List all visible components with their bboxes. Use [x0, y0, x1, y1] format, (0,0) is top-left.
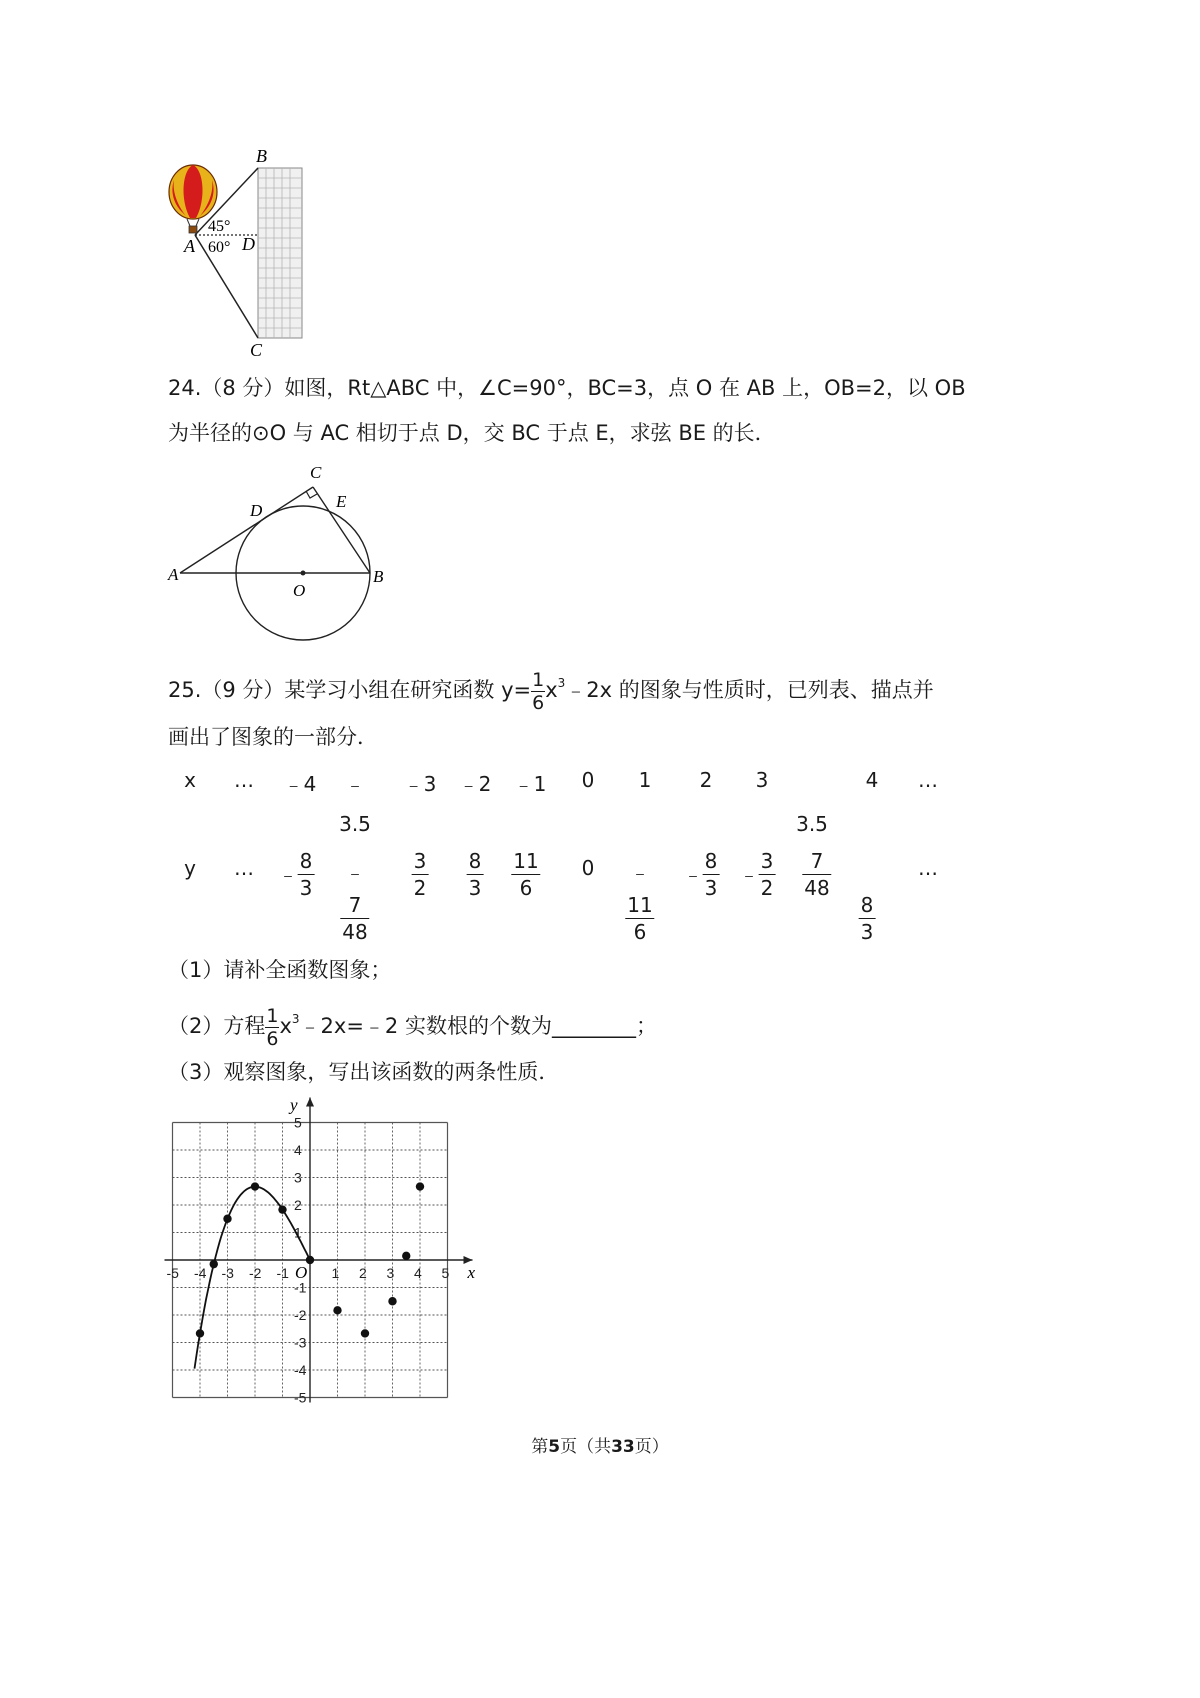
building	[258, 168, 302, 338]
data-point	[361, 1329, 369, 1337]
table-y-p4: 8 3	[860, 893, 874, 944]
frac-num: 1	[532, 668, 545, 691]
center-dot	[301, 571, 306, 576]
label-b: B	[256, 146, 267, 166]
label-c: C	[250, 340, 263, 360]
table-y-m35-sign: ﹣	[345, 860, 365, 884]
y-tick-label: -2	[294, 1307, 307, 1323]
right-angle-mark	[306, 491, 317, 498]
q24-circle-figure	[160, 460, 400, 650]
y-tick-label: -4	[294, 1362, 307, 1378]
y-tick-label: 3	[294, 1169, 302, 1186]
y-tick-label: 5	[294, 1114, 302, 1131]
label-a: A	[184, 236, 195, 256]
chart-axes	[165, 1095, 473, 1403]
angle-60-label: 60°	[208, 239, 231, 256]
table-y-m3: 3 2	[413, 849, 427, 900]
q24-line1: 24.（8 分）如图，Rt△ABC 中，∠C=90°，BC=3，点 O 在 AB 上，OB=2，以 OB	[168, 376, 966, 400]
table-x-ellipsis-left: …	[234, 768, 254, 792]
table-x-3: 3	[755, 768, 769, 792]
table-x-p35: 3.5	[796, 812, 828, 836]
y-tick-label: 2	[294, 1197, 302, 1213]
x-axis-label: x	[467, 1263, 476, 1282]
x-tick-label: 1	[331, 1265, 340, 1281]
sub2-pre: （2）方程	[168, 1014, 266, 1038]
q25-fraction	[531, 669, 545, 714]
sub2-exponent: 3	[291, 1012, 300, 1026]
table-y-label: y	[184, 856, 196, 880]
data-point	[388, 1297, 396, 1305]
x-tick-label: 5	[441, 1265, 450, 1281]
data-point	[416, 1182, 424, 1190]
y-tick-label: 1	[294, 1224, 302, 1241]
label-d: D	[250, 501, 263, 520]
q24-line2: 为半径的⊙O 与 AC 相切于点 D，交 BC 于点 E，求弦 BE 的长．	[168, 421, 776, 445]
x-tick-label: 2	[359, 1265, 367, 1281]
segment-ac	[180, 487, 313, 573]
frac-den: 6	[532, 691, 545, 714]
data-point	[196, 1329, 204, 1337]
label-e: E	[336, 492, 347, 511]
label-b: B	[373, 567, 384, 586]
data-point	[223, 1215, 231, 1223]
table-y-p2-sign: ﹣	[683, 862, 703, 886]
footer-total-pages: 33	[611, 1437, 635, 1457]
balloon-figure	[160, 140, 310, 370]
y-tick-label: -1	[294, 1279, 307, 1296]
label-o: O	[293, 581, 306, 600]
table-y-ellipsis-right: …	[918, 856, 938, 880]
x-tick-label: -1	[276, 1265, 289, 1281]
x-tick-label: -5	[166, 1265, 179, 1281]
q25-line1-post: ﹣2x 的图象与性质时，已列表、描点并	[565, 678, 934, 702]
table-y-m2: 8 3	[468, 849, 482, 900]
x-tick-label: 3	[386, 1265, 395, 1281]
table-x-1: 1	[638, 768, 652, 792]
table-x-m3: ﹣3	[403, 772, 437, 796]
q25-line2: 画出了图象的一部分．	[168, 725, 378, 749]
footer-pre: 第	[531, 1437, 549, 1457]
table-y-m35: 7 48	[342, 893, 368, 944]
table-x-m35-sign: ﹣	[345, 772, 365, 796]
y-axis-arrow	[306, 1098, 314, 1107]
table-y-p2: 8 3	[704, 849, 718, 900]
table-y-m4-sign: ﹣	[278, 862, 298, 886]
table-x-m2: ﹣2	[458, 772, 492, 796]
table-x-2: 2	[699, 768, 713, 792]
q25-sub2	[168, 1004, 657, 1050]
data-point	[333, 1306, 341, 1314]
table-x-m4: ﹣4	[283, 772, 317, 796]
x-tick-label: -2	[249, 1265, 262, 1281]
footer-mid: 页（共	[560, 1437, 612, 1457]
table-y-m4: 8 3	[299, 849, 313, 900]
table-y-p1: 11 6	[627, 893, 653, 944]
footer-post: 页）	[634, 1437, 669, 1457]
table-x-m35-value: 3.5	[339, 812, 371, 836]
x-tick-label: -3	[221, 1265, 234, 1281]
q25-line1	[168, 668, 934, 714]
function-graph	[160, 1090, 480, 1410]
label-c: C	[310, 463, 322, 482]
q25-sub1: （1）请补全函数图象；	[168, 958, 392, 982]
table-y-m1: 11 6	[513, 849, 539, 900]
sub2-var-x: x	[279, 1014, 292, 1038]
table-y-0: 0	[581, 856, 595, 880]
x-tick-label: -4	[194, 1265, 207, 1281]
data-point	[278, 1205, 286, 1213]
data-point	[251, 1182, 259, 1190]
table-y-p3-sign: ﹣	[739, 862, 759, 886]
table-y-p3: 3 2	[760, 849, 774, 900]
table-x-m1: ﹣1	[513, 772, 547, 796]
table-x-label: x	[184, 768, 196, 792]
q25-exponent: 3	[557, 676, 566, 690]
table-y-p35: 7 48	[804, 849, 830, 900]
table-y-p1-sign: ﹣	[630, 860, 650, 884]
data-point	[402, 1252, 410, 1260]
q25-line1-pre: 25.（9 分）某学习小组在研究函数 y=	[168, 678, 532, 702]
table-x-0: 0	[581, 768, 595, 792]
page-footer	[0, 1432, 1200, 1457]
label-d: D	[242, 234, 255, 254]
label-a: A	[168, 565, 179, 584]
y-tick-label: -5	[294, 1389, 307, 1406]
angle-45-label: 45°	[208, 218, 231, 235]
footer-page-number: 5	[548, 1437, 561, 1457]
q25-sub3: （3）观察图象，写出该函数的两条性质．	[168, 1060, 560, 1084]
origin-label: O	[295, 1263, 308, 1282]
x-tick-label: 4	[414, 1265, 422, 1281]
y-tick-label: -3	[294, 1334, 307, 1351]
sub2-fraction: $\frac{1}{6}$	[266, 1004, 279, 1050]
y-tick-label: 4	[294, 1142, 302, 1158]
sub2-post: ﹣2x=﹣2 实数根的个数为________；	[299, 1014, 657, 1038]
data-point	[210, 1260, 218, 1268]
q25-var-x: x	[545, 678, 558, 702]
table-y-ellipsis-left: …	[234, 856, 254, 880]
table-x-4: 4	[865, 768, 879, 792]
y-axis-label: y	[290, 1095, 298, 1115]
table-x-ellipsis-right: …	[918, 768, 938, 792]
